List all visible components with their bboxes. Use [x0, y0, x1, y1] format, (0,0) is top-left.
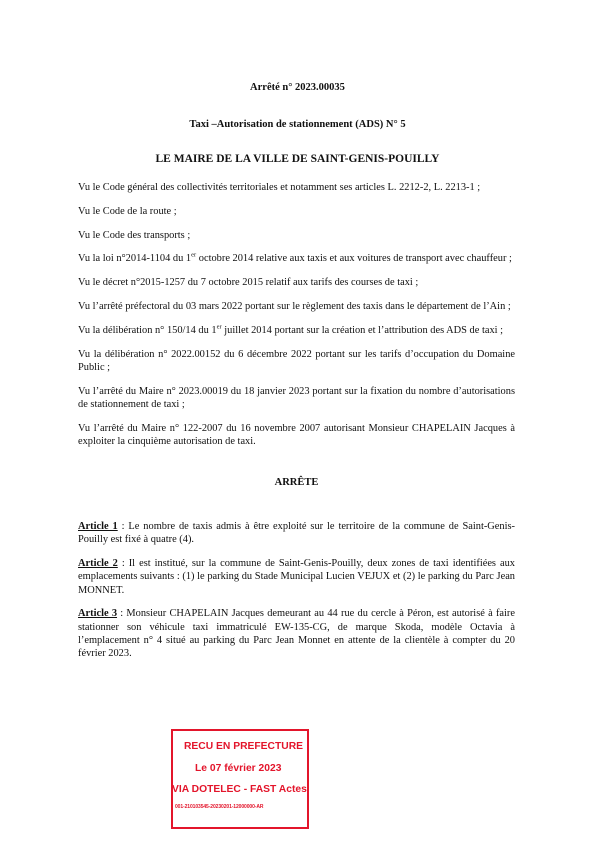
article-2 [78, 557, 515, 597]
article-text: : Le nombre de taxis admis à être exploité sur le territoire de la commune de Saint-Genis-Pouilly est fixé à quatre (4). [78, 521, 515, 546]
consideration-item: Vu l’arrêté du Maire n° 122-2007 du 16 novembre 2007 autorisant Monsieur CHAPELAIN Jacques à exploiter la cinquième autorisation de taxi. [78, 422, 515, 447]
consideration-item: Vu la délibération n° 150/14 du 1er juillet 2014 portant sur la création et l’attribution des ADS de taxi ; [78, 323, 504, 336]
articles-list [78, 520, 515, 660]
article-label: Article 2 [78, 558, 118, 570]
document-body [78, 181, 515, 671]
stamp-line-received: RECU EN PREFECTURE [184, 741, 303, 752]
consideration-item: Vu la délibération n° 2022.00152 du 6 décembre 2022 portant sur les tarifs d’occupation du Domaine Public ; [78, 348, 515, 373]
issuing-authority: LE MAIRE DE LA VILLE DE SAINT-GENIS-POUILLY [155, 153, 440, 165]
article-text: : Il est institué, sur la commune de Saint-Genis-Pouilly, deux zones de taxi identifiées aux emplacements suivants : (1) le parking du Stade Municipal Lucien VEJUX et (2) le parking du Parc Jean MONNET. [78, 558, 515, 596]
article-label: Article 1 [78, 521, 118, 533]
stamp-line-reference: 001-210103545-20230201-12000000-AR [175, 804, 264, 810]
stamp-line-date: Le 07 février 2023 [195, 763, 282, 774]
consideration-item: Vu le Code général des collectivités territoriales et notamment ses articles L. 2212-2, L. 2213-1 ; [78, 182, 481, 193]
consideration-item: Vu le Code de la route ; [78, 205, 177, 217]
arrete-subject: Taxi –Autorisation de stationnement (ADS) N° 5 [189, 119, 406, 130]
consideration-item: Vu le décret n°2015-1257 du 7 octobre 2015 relatif aux tarifs des courses de taxi ; [78, 277, 419, 289]
article-3 [78, 607, 515, 660]
considerations-list [78, 181, 515, 448]
prefecture-receipt-stamp [171, 729, 309, 829]
stamp-line-channel: VIA DOTELEC - FAST Actes [172, 784, 307, 795]
consideration-item: Vu la loi n°2014-1104 du 1er octobre 2014 relative aux taxis et aux voitures de transport avec chauffeur ; [78, 251, 512, 265]
consideration-item: Vu l’arrêté préfectoral du 03 mars 2022 portant sur le règlement des taxis dans le département de l’Ain ; [78, 300, 511, 312]
consideration-item: Vu le Code des transports ; [78, 229, 191, 241]
article-1 [78, 520, 515, 546]
consideration-item: Vu l’arrêté du Maire n° 2023.00019 du 18 janvier 2023 portant sur la fixation du nombre d’autorisations de stationnement de taxi ; [78, 385, 515, 410]
arrete-number: Arrêté n° 2023.00035 [250, 82, 345, 93]
article-label: Article 3 [78, 608, 118, 620]
article-text: : Monsieur CHAPELAIN Jacques demeurant au 44 rue du cercle à Péron, est autorisé à faire stationner son véhicule taxi immatriculé EW-135-CG, de marque Skoda, modèle Octavia à l’emplacement n° 4 situé au parking du Parc Jean Monnet en attente de la clientèle à compter du 20 février 2023. [78, 608, 515, 659]
decision-title: ARRÊTE [274, 476, 319, 488]
